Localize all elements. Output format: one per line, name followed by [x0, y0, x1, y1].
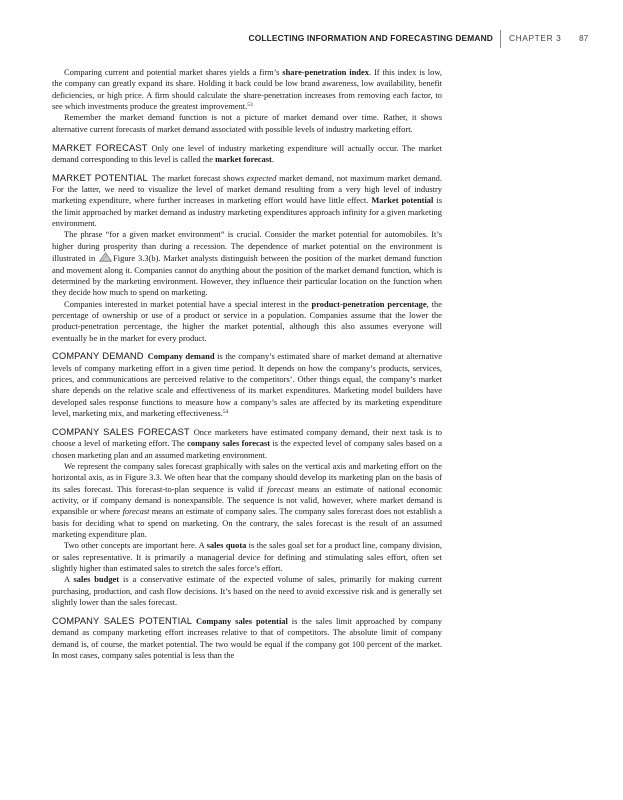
paragraph-sales-quota: Two other concepts are important here. A sales quota is the sales goal set for a product line, company division, or sales representative. It is primarily a managerial device for defining and stimulating sales effort, often set slightly higher than estimated sales to stretch the sales force’s effort.	[52, 540, 442, 574]
term-sales-budget: sales budget	[73, 574, 120, 585]
heading-market-potential: MARKET POTENTIAL	[52, 171, 148, 183]
term-company-sales-potential: Company sales potential	[196, 615, 288, 626]
page-body	[52, 67, 442, 661]
figure-reference-icon	[99, 252, 112, 262]
heading-company-sales-forecast: COMPANY SALES FORECAST	[52, 425, 190, 437]
running-header	[0, 30, 623, 50]
emphasis-expected: expected	[246, 172, 277, 183]
heading-market-forecast: MARKET FORECAST	[52, 141, 148, 153]
term-company-demand: Company demand	[147, 351, 215, 362]
paragraph-market-environment: The phrase “for a given market environment” is crucial. Consider the market potential for automobiles. It’s higher during prosperity than during a recession. The dependence of market potential on the environment is illustrated in Figure 3.3(b). Market analysts distinguish between the position of the market demand function and movement along it. Companies cannot do anything about the position of the market demand function, which is determined by the marketing environment. However, they influence their particular location on the function when they decide how much to spend on marketing.	[52, 229, 442, 298]
endnote-53[interactable]: 53	[247, 102, 253, 109]
page-number: 87	[579, 33, 589, 43]
section-market-forecast: MARKET FORECAST Only one level of industry marketing expenditure will actually occur. The market demand corresponding to this level is called the market forecast.	[52, 141, 442, 164]
paragraph-sales-budget: A sales budget is a conservative estimate of the expected volume of sales, primarily for making current purchasing, production, and cash flow decisions. It’s based on the need to avoid excessive risk and is generally set slightly lower than the sales forecast.	[52, 574, 442, 608]
section-company-demand: COMPANY DEMAND Company demand is the company’s estimated share of market demand at alternative levels of company marketing effort in a given time period. It depends on how the company’s products, services, prices, and communications are perceived relative to the competitors’. Other things equal, the company’s market share depends on the relative scale and effectiveness of its market expenditures. Marketing model builders have developed sales response functions to measure how a company’s sales are affected by its marketing expenditure level, marketing mix, and marketing effectiveness.$^{54}$	[52, 350, 443, 419]
paragraph-product-penetration: Companies interested in market potential have a special interest in the product-penetration percentage, the percentage of ownership or use of a product or service in a population. Companies assume that the lower the product-penetration percentage, the higher the market potential, although this also assumes everyone will eventually be in the market for every product.	[52, 298, 443, 343]
term-product-penetration-percentage: product-penetration percentage	[311, 298, 427, 309]
endnote-54[interactable]: 54	[222, 409, 229, 416]
figure-reference-link[interactable]: Figure 3.3(b)	[113, 253, 159, 264]
term-sales-quota: sales quota	[206, 540, 247, 551]
paragraph-demand-function: Remember the market demand function is not a picture of market demand over time. Rather, it shows alternative current forecasts of market demand associated with possible levels of industry marketing effort.	[52, 112, 442, 134]
section-company-sales-potential: COMPANY SALES POTENTIAL Company sales potential is the sales limit approached by company demand as company marketing effort increases relative to that of competitors. The absolute limit of company demand is, of course, the market potential. The two would be equal if the company got 100 percent of the market. In most cases, company sales potential is less than the	[52, 614, 442, 660]
term-market-forecast: market forecast	[215, 153, 272, 164]
chapter-label: CHAPTER 3	[509, 33, 562, 43]
emphasis-forecast-2: forecast	[122, 506, 150, 517]
term-share-penetration-index: share-penetration index	[282, 67, 369, 77]
paragraph-share-penetration: Comparing current and potential market shares yields a firm’s share-penetration index. If this index is low, the company can greatly expand its share. Holding it back could be low brand awareness, low availability, benefit deficiencies, or high price. A firm should calculate the share-penetration increases from removing each factor, to see which investments produce the greatest improvement.$^{53}$	[52, 67, 442, 112]
term-company-sales-forecast: company sales forecast	[187, 438, 271, 449]
term-market-potential: Market potential	[371, 195, 434, 206]
heading-company-demand: COMPANY DEMAND	[52, 350, 144, 362]
header-divider	[500, 30, 501, 48]
section-company-sales-forecast: COMPANY SALES FORECAST Once marketers have estimated company demand, their next task is to choose a level of marketing effort. The company sales forecast is the expected level of company sales based on a chosen marketing plan and an assumed marketing environment.	[52, 425, 443, 460]
paragraph-forecast-to-plan: We represent the company sales forecast graphically with sales on the vertical axis and marketing effort on the horizontal axis, as in Figure 3.3. We often hear that the company should develop its marketing plan on the basis of its sales forecast. This forecast-to-plan sequence is valid if forecast means an estimate of national economic activity, or if company demand is nonexpansible. The sequence is not valid, however, where market demand is expansible or where forecast means an estimate of company sales. The company sales forecast does not establish a basis for deciding what to spend on marketing. On the contrary, the sales forecast is the result of an assumed marketing expenditure plan.	[52, 461, 443, 540]
emphasis-forecast: forecast	[267, 483, 294, 494]
heading-company-sales-potential: COMPANY SALES POTENTIAL	[52, 614, 193, 626]
running-title: COLLECTING INFORMATION AND FORECASTING DEMAND	[248, 33, 493, 43]
section-market-potential: MARKET POTENTIAL The market forecast shows expected market demand, not maximum market demand. For the latter, we need to visualize the level of market demand resulting from a very high level of industry marketing expenditure, where further increases in marketing effort would have little effect. Market potential is the limit approached by market demand as industry marketing expenditures approach infinity for a given marketing environment.	[52, 171, 442, 229]
